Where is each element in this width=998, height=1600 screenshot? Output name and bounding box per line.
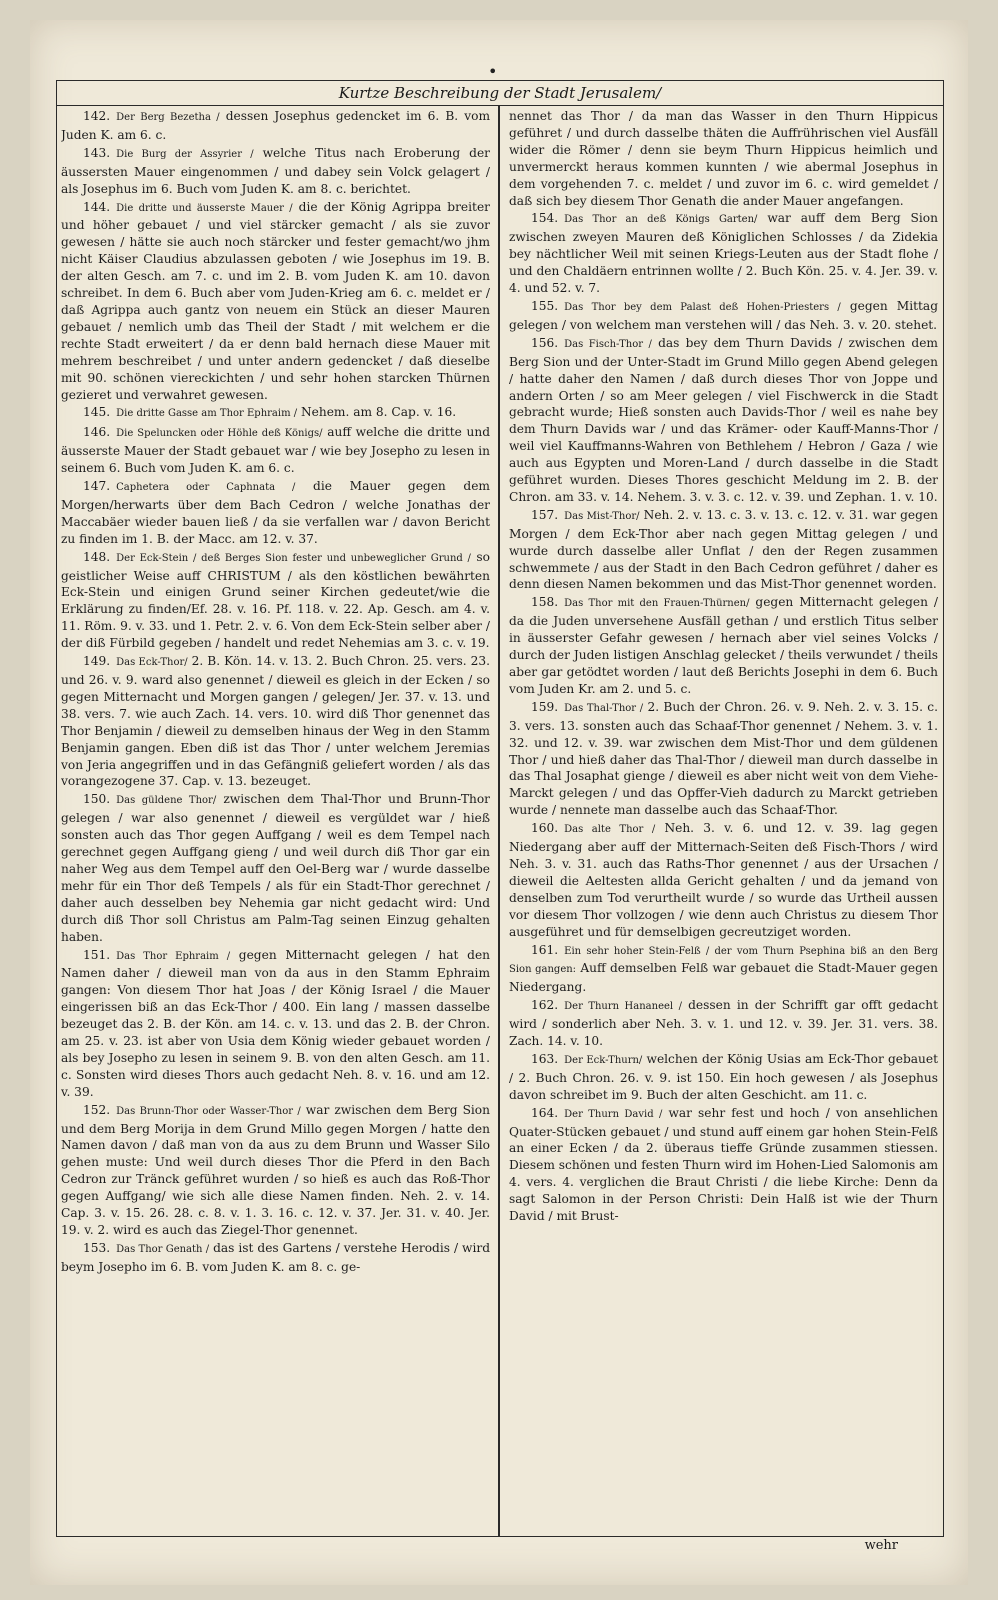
entry-heading: Das Eck-Thor/ — [116, 657, 188, 669]
entry-152 — [61, 1102, 490, 1239]
entry-text: nennet das Thor / da man das Wasser in den Thurn Hippicus geführet / und durch dasselbe thäten die Auffrührischen viel Ausfäll wider die Römer / denn sie beym Thurn Hippicus heimlich und unvermerckt heraus kommen kunnten / wie abermal Josephus in dem vorgehenden 7. c. meldet / und zuvor im 6. c. wird gemeldet / daß sich bey diesem Thor Genath die ander Mauer angefangen. — [509, 109, 938, 208]
entry-number: 163. — [531, 1051, 559, 1066]
entry-number: 142. — [83, 109, 111, 123]
entry-heading: Die dritte und äusserste Mauer / — [116, 202, 293, 214]
entry-text: welchen der König Usias am Eck-Thor gebauet / 2. Buch Chron. 26. v. 9. ist 150. Ein hoch gewesen / als Josephus davon schreibet im 9. Buch der alten Geschicht. am 11. c. — [509, 1051, 938, 1102]
entry-157 — [509, 507, 938, 594]
entry-number: 146. — [83, 425, 111, 440]
entry-154 — [509, 210, 938, 297]
entry-143 — [61, 145, 490, 198]
entry-145 — [61, 404, 490, 423]
entry-156 — [509, 335, 938, 506]
entry-heading: Der Thurn David / — [564, 1108, 663, 1120]
entry-heading: Das Thor bey dem Palast deß Hohen-Priesters / — [564, 301, 841, 313]
text-frame — [56, 80, 944, 1537]
entry-text: dessen Josephus gedencket im 6. B. vom Juden K. am 6. c. — [61, 109, 490, 142]
entry-number: 159. — [531, 699, 559, 714]
entry-text: das ist des Gartens / verstehe Herodis / wird beym Josepho im 6. B. vom Juden K. am 8. c. ge- — [61, 1240, 490, 1274]
entry-number: 154. — [531, 211, 559, 226]
entry-heading: Der Eck-Thurn/ — [564, 1054, 643, 1066]
entry-heading: Die Burg der Assyrier / — [116, 148, 254, 160]
entry-number: 157. — [531, 507, 559, 522]
entry-heading: Das Thor Ephraim / — [116, 950, 231, 962]
entry-text: auff welche die dritte und äusserste Mauer der Stadt gebauet war / wie bey Josepho zu lesen in seinem 6. Buch vom Juden K. am 6. c. — [61, 425, 490, 476]
entry-text: 2. Buch der Chron. 26. v. 9. Neh. 2. v. 3. 15. c. 3. vers. 13. sonsten auch das Schaaf-Thor genennet / Nehem. 3. v. 1. 32. und 12. v. 39. war zwischen dem Mist-Thor und dem güldenen Thor / und hieß daher das Thal-Thor / dieweil man durch dasselbe in das Thal Josaphat gienge / dieweil es aber nicht weit von dem Viehe-Marckt gelegen / und das Opffer-Vieh dadurch zu Marckt getrieben wurde / nennete man dasselbe auch das Schaaf-Thor. — [509, 699, 938, 818]
entry-text: das bey dem Thurn Davids / zwischen dem Berg Sion und der Unter-Stadt im Grund Millo gegen Abend gelegen / hatte daher den Namen / daß durch dieses Thor von Joppe und andern Orten / so am Meer gelegen / viel Fischwerck in die Stadt gebracht wurde; Hieß sonsten auch Davids-Thor / weil es nahe bey dem Thurn Davids war / und das Krämer- oder Kauff-Manns-Thor / weil viel Kauffmanns-Wahren von Bethlehem / Hebron / Gaza / wie auch aus Egypten und Moren-Land / durch dasselbe in die Stadt geführet wurden. Dieses Thores geschicht Meldung im 2. B. der Chron. am 33. v. 14. Nehem. 3. v. 3. c. 12. v. 39. und Zephan. 1. v. 10. — [509, 335, 938, 504]
entry-text: war zwischen dem Berg Sion und dem Berg Morija in dem Grund Millo gegen Morgen / hatte den Namen davon / daß man von da aus zu dem Brunn und Wasser Silo gehen muste: Und weil durch dieses Thor die Pferd in den Bach Cedron zur Tränck geführet wurden / so hieß es auch das Roß-Thor gegen Auffgang/ wie sich alle diese Namen finden. Neh. 2. v. 14. Cap. 3. v. 15. 26. 28. c. 8. v. 1. 3. 16. c. 12. v. 37. Jer. 31. v. 40. Jer. 19. v. 2. wird es auch das Ziegel-Thor genennet. — [61, 1102, 490, 1237]
entry-text: war auff dem Berg Sion zwischen zweyen Mauren deß Königlichen Schlosses / da Zidekia bey nächtlicher Weil mit seinen Kriegs-Leuten aus der Stadt flohe / und den Chaldäern entrinnen wollte / 2. Buch Kön. 25. v. 4. Jer. 39. v. 4. und 52. v. 7. — [509, 211, 938, 296]
entry-149 — [61, 653, 490, 790]
entry-number: 144. — [83, 199, 111, 214]
entry-text: so geistlicher Weise auff CHRISTUM / als den köstlichen bewährten Eck-Stein und einigen Grund seiner Kirchen gedeutet/wie die Erklärung zu finden/Ef. 28. v. 16. Pf. 118. v. 22. Ap. Gesch. am 4. v. 11. Röm. 9. v. 33. und 1. Petr. 2. v. 6. Von dem Eck-Stein selber aber / der diß Fürbild gegeben / handelt und redet Nehemias am 3. c. v. 19. — [61, 549, 490, 651]
entry-number: 143. — [83, 145, 111, 160]
entry-heading: Caphetera oder Caphnata / — [116, 482, 296, 494]
right-column — [509, 108, 938, 1528]
entry-heading: Das Thor Genath / — [116, 1243, 210, 1255]
entry-continuation — [509, 108, 938, 209]
page-paper — [30, 20, 968, 1585]
entry-heading: Die Speluncken oder Höhle deß Königs/ — [116, 428, 323, 440]
entry-number: 155. — [531, 298, 559, 313]
entry-text: war sehr fest und hoch / von ansehlichen Quater-Stücken gebauet / und stund auff einem gar hohen Stein-Felß an einer Ecken / da 2. überaus tieffe Gründe zusammen stiessen. Diesem schönen und festen Thurn wird im Hohen-Lied Salomonis am 4. vers. 4. verglichen die Braut Christi / die liebe Kirche: Denn da sagt Salomon in der Person Christi: Dein Halß ist wie der Thurn David / mit Brust- — [509, 1105, 938, 1224]
entry-text: die Mauer gegen dem Morgen/herwarts über dem Bach Cedron / welche Jonathas der Maccabäer wieder bauen ließ / da sie verfallen war / davon Bericht zu finden im 1. B. der Macc. am 12. v. 37. — [61, 479, 490, 546]
entry-number: 162. — [531, 998, 559, 1013]
entry-heading: Das güldene Thor/ — [116, 795, 217, 807]
entry-heading: Das Mist-Thor/ — [564, 510, 640, 522]
entry-text: welche Titus nach Eroberung der äussersten Mauer eingenommen / und dabey sein Volck gelagert / als Josephus im 6. Buch vom Juden K. am 8. c. berichtet. — [61, 145, 490, 196]
entry-159 — [509, 699, 938, 819]
entry-144 — [61, 199, 490, 404]
entry-number: 160. — [531, 821, 559, 836]
entry-number: 161. — [531, 942, 559, 957]
entry-text: 2. B. Kön. 14. v. 13. 2. Buch Chron. 25. vers. 23. und 26. v. 9. ward also genennet / dieweil es gleich in der Ecken / so gegen Mitternacht und Morgen gangen / gelegen/ Jer. 37. v. 13. und 38. vers. 7. wie auch Zach. 14. vers. 10. wird diß Thor genennet das Thor Benjamin / dieweil zu demselben hinaus der Weg in den Stamm Benjamin gangen. Eben diß ist das Thor / unter welchem Jeremias von Jeria angegriffen und in das Gefängniß geliefert worden / als das vorangezogene 37. Cap. v. 13. bezeuget. — [61, 654, 490, 789]
entry-158 — [509, 594, 938, 697]
entry-heading: Das Fisch-Thor / — [564, 338, 652, 350]
entry-142 — [61, 108, 490, 144]
entry-heading: Das Thor mit den Frauen-Thürnen/ — [564, 598, 750, 610]
entry-heading: Das Brunn-Thor oder Wasser-Thor / — [116, 1105, 301, 1117]
entry-number: 156. — [531, 335, 559, 350]
column-divider — [498, 105, 500, 1536]
entry-heading: Das alte Thor / — [564, 824, 656, 836]
left-column — [61, 108, 490, 1528]
entry-text: Neh. 2. v. 13. c. 3. v. 13. c. 12. v. 31. war gegen Morgen / dem Eck-Thor aber nach gegen Mittag gelegen / und wurde durch dasselbe aller Unflat / den der Regen zusammen schwemmete / aus der Stadt in den Bach Cedron geführet / daher es denn diesen Namen bekommen und das Mist-Thor genennet worden. — [509, 507, 938, 592]
entry-153 — [61, 1240, 490, 1276]
entry-heading: Die dritte Gasse am Thor Ephraim / — [116, 408, 298, 420]
entry-number: 147. — [83, 479, 111, 494]
entry-number: 152. — [83, 1102, 111, 1117]
entry-number: 158. — [531, 595, 559, 610]
entry-148 — [61, 549, 490, 652]
entry-text: zwischen dem Thal-Thor und Brunn-Thor gelegen / war also genennet / dieweil es vergüldet war / hieß sonsten auch das Thor gegen Auffgang / weil es dem Tempel nach gerechnet gegen Auffgang gieng / und weil durch diß Thor gar ein naher Weg aus dem Tempel auff den Oel-Berg war / wurde dasselbe mehr für ein Thor deß Tempels / als für ein Stadt-Thor gerechnet / daher auch desselben bey Nehemia gar nicht gedacht wird: Und durch diß Thor soll Christus am Palm-Tag seinen Einzug gehalten haben. — [61, 792, 490, 944]
entry-number: 153. — [83, 1240, 111, 1255]
catchword: wehr — [864, 1538, 898, 1553]
entry-text: die der König Agrippa breiter und höher gebauet / und viel stärcker gemacht / als sie zuvor gewesen / hätte sie auch noch stärcker und fester gemacht/wo jhm nicht Käiser Claudius abzulassen geboten / wie Josephus im 19. B. der alten Gesch. am 7. c. und im 2. B. vom Juden K. am 10. davon schreibet. In dem 6. Buch aber vom Juden-Krieg am 6. c. meldet er / daß Agrippa auch gantz von neuem ein Stück an dieser Mauren gebauet / nemlich umb das Theil der Stadt / mit welchem er die rechte Stadt erweitert / da er denn bald hernach diese Mauer mit mehrem beschreibet / und unter andern gedencket / daß dieselbe mit 90. schönen viereckichten / und sehr hohen starcken Thürnen gezieret und verwahret gewesen. — [61, 199, 490, 402]
running-header: Kurtze Beschreibung der Stadt Jerusalem/ — [57, 81, 943, 106]
entry-text: gegen Mittag gelegen / von welchem man verstehen will / das Neh. 3. v. 20. stehet. — [509, 298, 938, 332]
entry-160 — [509, 820, 938, 940]
entry-164 — [509, 1105, 938, 1225]
entry-text: Auff demselben Felß war gebauet die Stadt-Mauer gegen Niedergang. — [509, 961, 938, 995]
entry-number: 164. — [531, 1105, 559, 1120]
entry-heading: Ein sehr hoher Stein-Felß / der vom Thurn Psephina biß an den Berg Sion gangen: — [509, 945, 938, 976]
entry-162 — [509, 997, 938, 1050]
entry-heading: Der Eck-Stein / deß Berges Sion fester und unbeweglicher Grund / — [116, 552, 471, 564]
entry-155 — [509, 298, 938, 334]
entry-147 — [61, 478, 490, 548]
entry-text: gegen Mitternacht gelegen / hat den Namen daher / dieweil man von da aus in den Stamm Ephraim gangen: Von diesem Thor hat Joas / der König Israel / die Mauer eingerissen biß an das Eck-Thor / 400. Ein lang / massen dasselbe bezeuget das 2. B. der Kön. am 14. c. v. 13. und das 2. B. der Chron. am 25. v. 23. ist aber von Usia dem König wieder gebauet worden / als bey Josepho zu lesen in seinem 9. B. von den alten Gesch. am 11. c. Sonsten wird dieses Thors auch gedacht Neh. 8. v. 16. und am 12. v. 39. — [61, 947, 490, 1099]
entry-text: dessen in der Schrifft gar offt gedacht wird / sonderlich aber Neh. 3. v. 1. und 12. v. 39. Jer. 31. vers. 38. Zach. 14. v. 10. — [509, 998, 938, 1049]
entry-heading: Der Thurn Hananeel / — [564, 1001, 682, 1013]
entry-number: 149. — [83, 654, 111, 669]
entry-heading: Das Thor an deß Königs Garten/ — [564, 214, 758, 226]
entry-151 — [61, 947, 490, 1101]
entry-number: 150. — [83, 792, 111, 807]
entry-146 — [61, 424, 490, 477]
entry-text: Neh. 3. v. 6. und 12. v. 39. lag gegen Niedergang aber auff der Mitternach-Seiten deß Fisch-Thors / wird Neh. 3. v. 31. auch das Raths-Thor genennet / aus der Ursachen / dieweil die Aeltesten allda Gericht gehalten / und da jemand von denselben zum Tod verurtheilt wurde / so wurde das Urtheil aussen vor diesem Thor vollzogen / wie denn auch Christus zu diesem Thor ausgeführet und für demselbigen gecreutziget worden. — [509, 821, 938, 939]
entry-text: gegen Mitternacht gelegen / da die Juden unversehene Ausfäll gethan / und erstlich Titus selber in äusserster Gefahr gewesen / hernach aber viel seines Volcks / durch der Juden listigen Anschlag gelecket / theils verwundet / theils aber gar getödtet worden / laut deß Berichts Josephi in dem 6. Buch vom Juden Kr. am 2. und 5. c. — [509, 595, 938, 696]
entry-number: 151. — [83, 947, 111, 962]
entry-number: 145. — [83, 405, 111, 420]
page-dot: • — [488, 62, 498, 81]
entry-heading: Der Berg Bezetha / — [116, 112, 220, 123]
entry-text: Nehem. am 8. Cap. v. 16. — [300, 405, 457, 420]
entry-heading: Das Thal-Thor / — [564, 702, 644, 714]
entry-150 — [61, 791, 490, 945]
entry-161 — [509, 942, 938, 997]
entry-163 — [509, 1051, 938, 1104]
entry-number: 148. — [83, 549, 111, 564]
